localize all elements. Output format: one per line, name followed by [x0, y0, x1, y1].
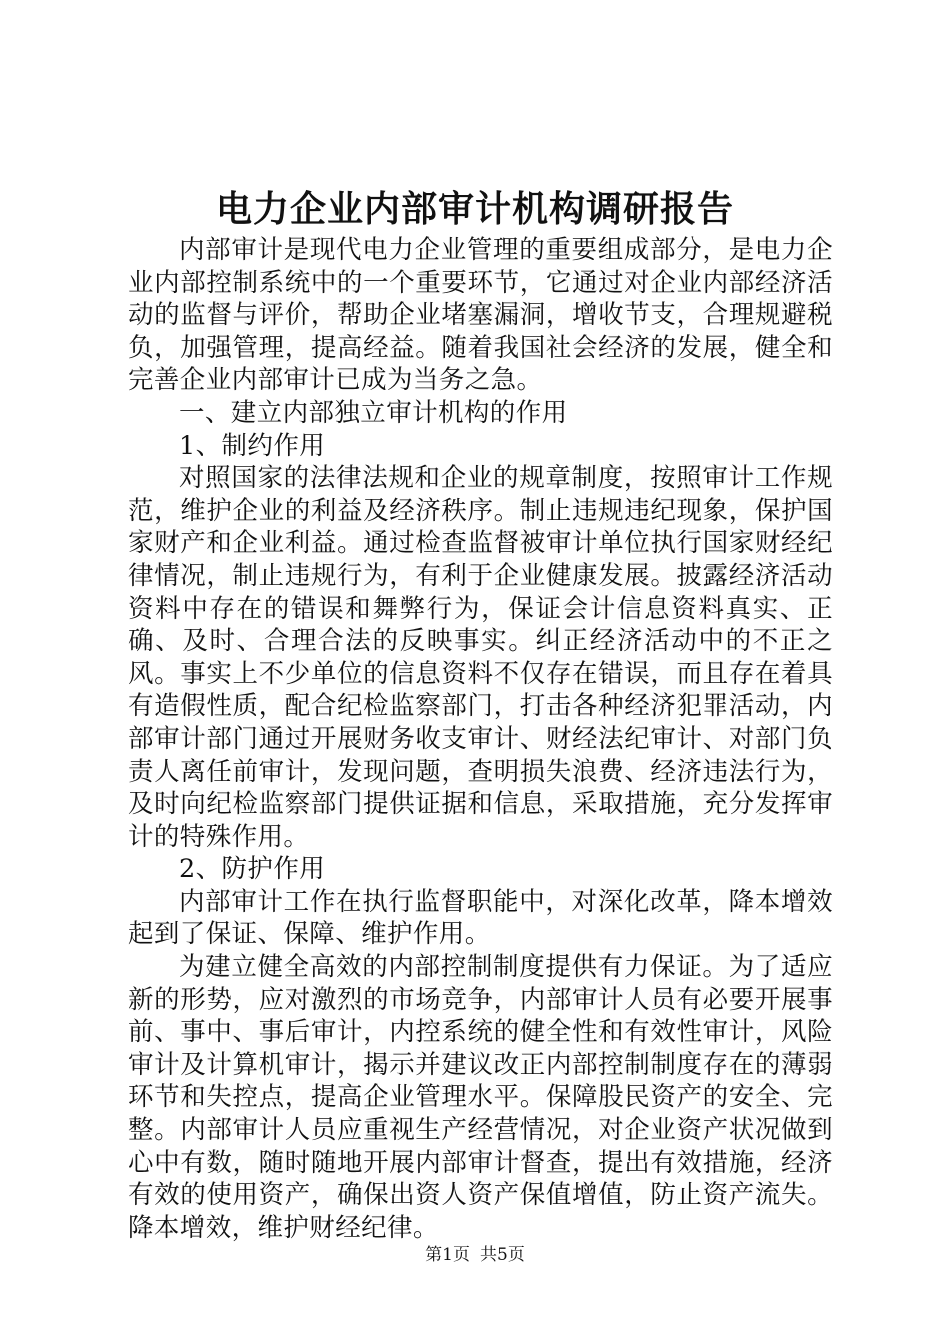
document-body: [128, 234, 833, 1244]
subsection-heading: 1、制约作用: [179, 430, 326, 461]
page-footer: [0, 1244, 950, 1266]
page-total: 共5页: [480, 1245, 525, 1265]
body-paragraph: 内部审计工作在执行监督职能中，对深化改革，降本增效起到了保证、保障、维护作用。: [128, 886, 833, 950]
document-title: 电力企业内部审计机构调研报告: [215, 188, 734, 230]
body-paragraph: 为建立健全高效的内部控制制度提供有力保证。为了适应新的形势，应对激烈的市场竞争，内部审计人员有必要开展事前、事中、事后审计，内控系统的健全性和有效性审计，风险审计及计算机审计，揭示并建议改正内部控制制度存在的薄弱环节和失控点，提高企业管理水平。保障股民资产的安全、完整。内部审计人员应重视生产经营情况，对企业资产状况做到心中有数，随时随地开展内部审计督查，提出有效措施，经济有效的使用资产，确保出资人资产保值增值，防止资产流失。降本增效，维护财经纪律。: [128, 952, 833, 1243]
subsection-heading: 2、防护作用: [179, 854, 326, 885]
intro-paragraph: 内部审计是现代电力企业管理的重要组成部分，是电力企业内部控制系统中的一个重要环节，它通过对企业内部经济活动的监督与评价，帮助企业堵塞漏洞，增收节支，合理规避税负，加强管理，提高经益。随着我国社会经济的发展，健全和完善企业内部审计已成为当务之急。: [128, 235, 833, 396]
section-heading: 一、建立内部独立审计机构的作用: [179, 397, 568, 428]
body-paragraph: 对照国家的法律法规和企业的规章制度，按照审计工作规范，维护企业的利益及经济秩序。制止违规违纪现象，保护国家财产和企业利益。通过检查监督被审计单位执行国家财经纪律情况，制止违规行为，有利于企业健康发展。披露经济活动资料中存在的错误和舞弊行为，保证会计信息资料真实、正确、及时、合理合法的反映事实。纠正经济活动中的不正之风。事实上不少单位的信息资料不仅存在错误，而且存在着具有造假性质，配合纪检监察部门，打击各种经济犯罪活动，内部审计部门通过开展财务收支审计、财经法纪审计、对部门负责人离任前审计，发现问题，查明损失浪费、经济违法行为，及时向纪检监察部门提供证据和信息，采取措施，充分发挥审计的特殊作用。: [128, 463, 833, 852]
page-number: 第1页: [425, 1245, 470, 1265]
